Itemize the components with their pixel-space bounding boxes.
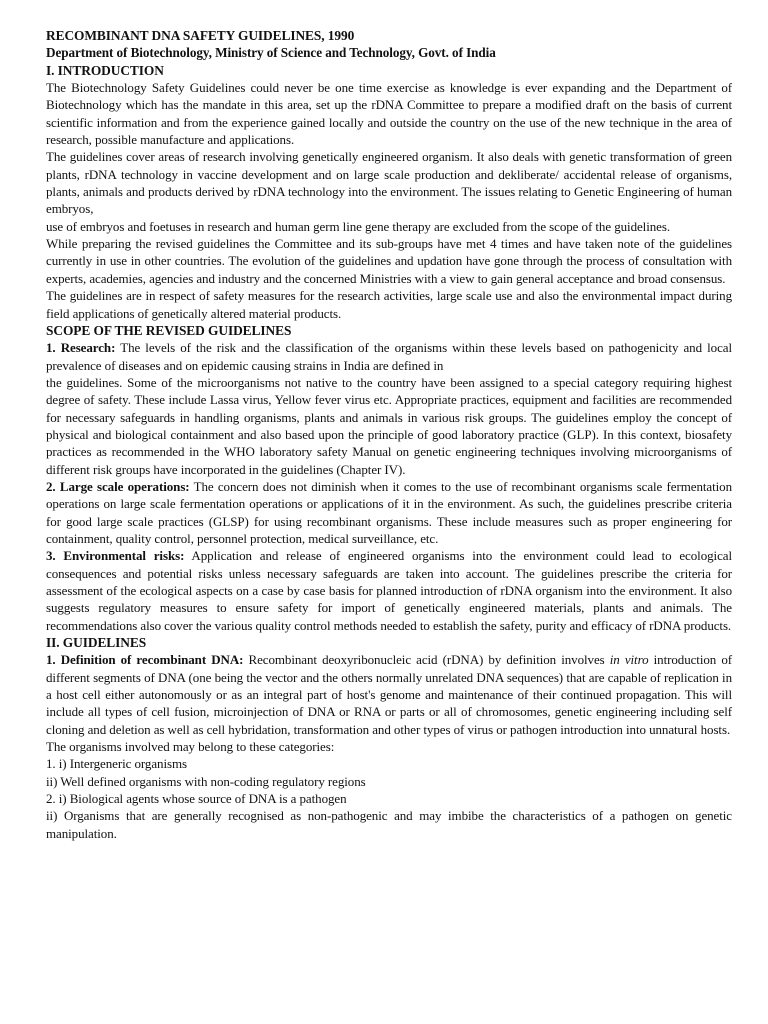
scope-heading: SCOPE OF THE REVISED GUIDELINES	[46, 322, 292, 338]
definition-text-b: introduction of different segments of DNA (one being the vector and the others normally unrelated DNA sequences) that are capable of replication in a host cell either autonomously or as an integral part of host's genome and maintenance of their continued propagation. This will include all types of cell fusion, microinjection of DNA or RNA or parts or all of chromosomes, genetic engineering including self cloning and deletion as well as cell hybridation, transformation and other types of virus or pathogen introduction into unnatural hosts.	[46, 652, 732, 737]
categories-intro: The organisms involved may belong to these categories:	[46, 739, 335, 755]
scope-research-paragraph	[46, 339, 732, 374]
definition-paragraph	[46, 651, 732, 738]
introduction-heading: I. INTRODUCTION	[46, 62, 164, 78]
intro-paragraph-4: While preparing the revised guidelines the Committee and its sub-groups have met 4 times and have taken note of the guidelines currently in use in other countries. The evolution of the guidelines and updation have gone through the process of consultation with experts, academies, agencies and industry and the concerned Ministries with a view to gain general acceptance and broad consensus.	[46, 236, 732, 286]
definition-lead: 1. Definition of recombinant DNA:	[46, 652, 244, 668]
document-page	[46, 27, 732, 842]
definition-italic: in vitro	[609, 652, 649, 668]
category-1-ii: ii) Well defined organisms with non-coding regulatory regions	[46, 773, 366, 789]
environmental-text: Application and release of engineered organisms into the environment could lead to ecological consequences and potential risks unless necessary safeguards are taken into account. The guidelines prescribe the criteria for assessment of the ecological aspects on a case by case basis for planned introduction of rDNA organism into the environment. It also suggests regulatory measures to ensure safety for import of genetically engineered materials, plants and animals. The recommendations also cover the various quality control methods needed to establish the safety, purity and efficacy of rDNA products.	[46, 548, 732, 633]
intro-paragraph-3: use of embryos and foetuses in research and human germ line gene therapy are excluded from the scope of the guidelines.	[46, 218, 671, 234]
department-line: Department of Biotechnology, Ministry of Science and Technology, Govt. of India	[46, 45, 496, 61]
research-lead: 1. Research:	[46, 340, 116, 356]
large-scale-lead: 2. Large scale operations:	[46, 478, 190, 494]
scope-research-continued: the guidelines. Some of the microorganisms not native to the country have been assigned to a special category requiring highest degree of safety. These include Lassa virus, Yellow fever virus etc. Appropriate practices, equipment and facilities are recommended for necessary safeguards in handling organisms, plants and animals in various risk groups. The guidelines employ the concept of physical and biological containment and also based upon the principle of good laboratory practice (GLP). In this context, biosafety practices as recommended in the WHO laboratory safety Manual on genetic engineering techniques involving microorganisms of different risk groups have incorporated in the guidelines (Chapter IV).	[46, 374, 732, 477]
intro-paragraph-1: The Biotechnology Safety Guidelines could never be one time exercise as knowledge is ever expanding and the Department of Biotechnology which has the mandate in this area, set up the rDNA Committee to prepare a modified draft on the basis of current scientific information and from the experience gained locally and outside the country on the use of the new technique in the area of research, possible manufacture and applications.	[46, 80, 732, 148]
intro-paragraph-2: The guidelines cover areas of research involving genetically engineered organism. It also deals with genetic transformation of green plants, rDNA technology in vaccine development and on large scale production and dekliberate/ accidental release of organisms, plants, animals and products derived by rDNA technology into the environment. The issues relating to Genetic Engineering of human embryos,	[46, 149, 732, 217]
category-2-i: 2. i) Biological agents whose source of DNA is a pathogen	[46, 791, 347, 807]
scope-large-scale-paragraph	[46, 478, 732, 547]
category-1-i: 1. i) Intergeneric organisms	[46, 756, 187, 772]
scope-environmental-paragraph	[46, 547, 732, 634]
environmental-lead: 3. Environmental risks:	[46, 548, 185, 564]
document-title: RECOMBINANT DNA SAFETY GUIDELINES, 1990	[46, 28, 355, 43]
guidelines-heading: II. GUIDELINES	[46, 635, 147, 651]
category-2-ii: ii) Organisms that are generally recognised as non-pathogenic and may imbibe the characteristics of a pathogen on genetic manipulation.	[46, 808, 732, 841]
intro-paragraph-5: The guidelines are in respect of safety measures for the research activities, large scale use and also the environmental impact during field applications of genetically altered material products.	[46, 288, 732, 321]
research-text: The levels of the risk and the classification of the organisms within these levels based on pathogenicity and local prevalence of diseases and on epidemic causing strains in India are defined in	[46, 340, 732, 373]
large-scale-text: The concern does not diminish when it comes to the use of recombinant organisms scale fermentation operations on large scale fermentation operations or applications of it in the environment. As such, the guidelines prescribe criteria for good large scale practices (GLSP) for using recombinant organisms. These include measures such as proper engineering for containment, quality control, personnel protection, medical surveillance, etc.	[46, 478, 732, 546]
definition-text-a: Recombinant deoxyribonucleic acid (rDNA) by definition involves	[243, 652, 610, 668]
